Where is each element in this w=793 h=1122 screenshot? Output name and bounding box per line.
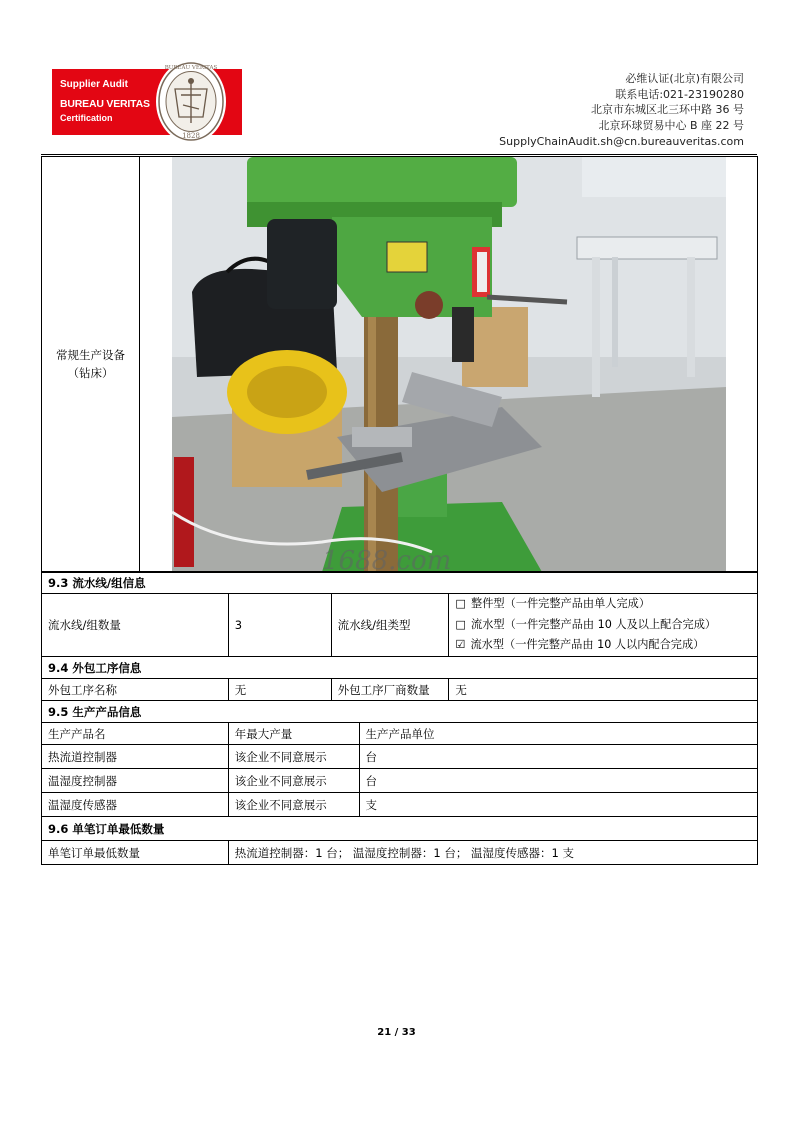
line-type-label: 流水线/组类型 — [331, 594, 449, 657]
product-unit: 台 — [359, 769, 757, 793]
line-type-option-2 — [455, 615, 751, 636]
company-name: 必维认证(北京)有限公司 — [625, 72, 744, 85]
outsource-count-label: 外包工序厂商数量 — [331, 679, 449, 701]
outsourcing-row — [42, 679, 758, 701]
equipment-label — [42, 346, 139, 382]
section-9-3-header — [42, 572, 758, 594]
bureau-veritas-seal-icon — [155, 59, 227, 144]
option-text: 流水型（一件完整产品由 10 人以内配合完成） — [470, 638, 705, 652]
checkbox-checked-icon: ☑ — [455, 638, 466, 652]
svg-text:BUREAU VERITAS: BUREAU VERITAS — [164, 65, 218, 71]
min-order-label: 单笔订单最低数量 — [42, 841, 229, 865]
bureau-veritas-logo — [52, 59, 242, 144]
line-type-option-1 — [455, 594, 751, 615]
product-name: 温湿度传感器 — [42, 793, 229, 817]
svg-text:1828: 1828 — [182, 132, 200, 140]
product-capacity: 该企业不同意展示 — [228, 769, 359, 793]
option-text: 流水型（一件完整产品由 10 人及以上配合完成） — [471, 617, 717, 631]
line-type-options — [449, 594, 758, 657]
section-title-9-5: 9.5 生产产品信息 — [42, 701, 758, 723]
outsource-name-value: 无 — [228, 679, 331, 701]
equipment-photo-row — [41, 156, 758, 573]
company-address-1: 北京市东城区北三环中路 36 号 — [591, 103, 744, 117]
outsource-name-label: 外包工序名称 — [42, 679, 229, 701]
product-unit: 台 — [359, 745, 757, 769]
section-9-4-header — [42, 657, 758, 679]
equipment-label-line2: （钻床） — [67, 366, 114, 380]
line-type-option-3 — [455, 635, 751, 656]
product-capacity: 该企业不同意展示 — [228, 745, 359, 769]
products-col-unit: 生产产品单位 — [359, 723, 757, 745]
logo-line-bureau-veritas: BUREAU VERITAS — [60, 98, 150, 110]
section-title-9-3: 9.3 流水线/组信息 — [42, 572, 758, 594]
product-unit: 支 — [359, 793, 757, 817]
info-table — [41, 571, 758, 865]
table-row — [42, 745, 758, 769]
section-title-9-6: 9.6 单笔订单最低数量 — [42, 817, 758, 841]
products-col-name: 生产产品名 — [42, 723, 229, 745]
checkbox-unchecked-icon: □ — [455, 617, 466, 631]
equipment-label-cell — [42, 157, 140, 572]
company-info — [499, 71, 744, 150]
photo-watermark: 1688.com — [322, 546, 452, 572]
products-header-row — [42, 723, 758, 745]
checkbox-unchecked-icon: □ — [455, 597, 466, 611]
min-order-value: 热流道控制器：1 台； 温湿度控制器：1 台； 温湿度传感器：1 支 — [228, 841, 757, 865]
product-name: 温湿度控制器 — [42, 769, 229, 793]
logo-line-certification: Certification — [60, 113, 113, 123]
section-title-9-4: 9.4 外包工序信息 — [42, 657, 758, 679]
line-count-label: 流水线/组数量 — [42, 594, 229, 657]
option-text: 整件型（一件完整产品由单人完成） — [471, 597, 651, 611]
logo-line-supplier-audit: Supplier Audit — [60, 79, 128, 90]
company-email: SupplyChainAudit.sh@cn.bureauveritas.com — [499, 134, 744, 148]
table-row — [42, 769, 758, 793]
product-capacity: 该企业不同意展示 — [228, 793, 359, 817]
equipment-label-line1: 常规生产设备 — [56, 348, 125, 362]
header-divider — [41, 154, 757, 155]
company-phone: 联系电话:021-23190280 — [615, 87, 744, 101]
min-order-row — [42, 841, 758, 865]
drill-press-photo — [172, 157, 726, 572]
line-count-value: 3 — [228, 594, 331, 657]
assembly-line-row — [42, 594, 758, 657]
outsource-count-value: 无 — [449, 679, 758, 701]
page-number: 21 / 33 — [377, 1027, 416, 1038]
section-9-5-header — [42, 701, 758, 723]
product-name: 热流道控制器 — [42, 745, 229, 769]
table-row — [42, 793, 758, 817]
company-address-2: 北京环球贸易中心 B 座 22 号 — [598, 119, 744, 133]
section-9-6-header — [42, 817, 758, 841]
products-col-capacity: 年最大产量 — [228, 723, 359, 745]
